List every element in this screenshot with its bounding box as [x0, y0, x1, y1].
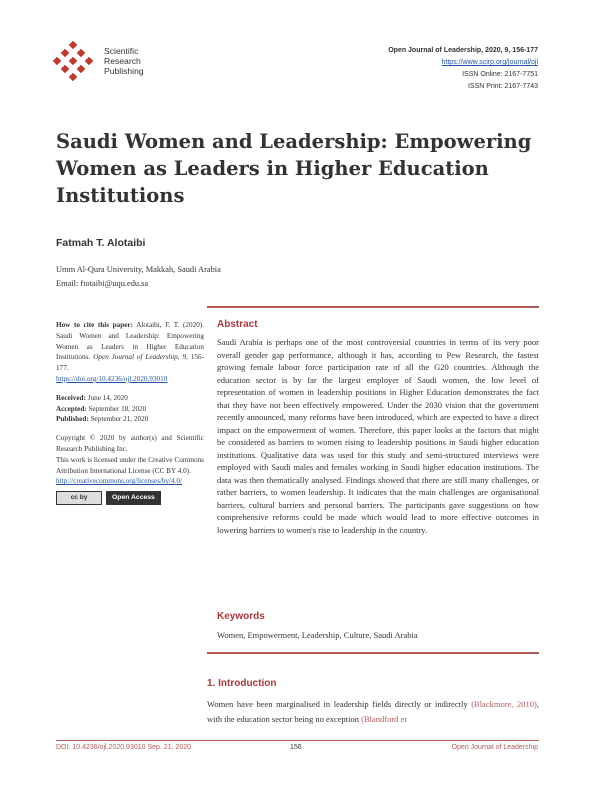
- footer-doi: DOI: 10.4236/ojl.2020.93010 Sep. 21, 2020: [56, 744, 192, 751]
- doi-link[interactable]: https://doi.org/10.4236/ojl.2020.93010: [56, 374, 168, 383]
- journal-url-link[interactable]: https://www.scirp.org/journal/ojl: [441, 59, 538, 66]
- publisher-name: Scientific Research Publishing: [104, 46, 144, 76]
- page-number: 156: [290, 744, 302, 751]
- author-email: Email: ftotaibi@uqu.edu.sa: [56, 278, 149, 288]
- affiliation: Umm Al-Qura University, Makkah, Saudi Arabia: [56, 265, 221, 274]
- issn-online: ISSN Online: 2167-7751: [462, 71, 538, 78]
- journal-header: [388, 45, 538, 93]
- article-info-sidebar: [56, 320, 204, 505]
- keywords-heading: Keywords: [217, 611, 265, 622]
- open-access-label: Open Access: [112, 493, 155, 501]
- license-link[interactable]: http://creativecommons.org/licenses/by/4.0/: [56, 477, 183, 486]
- citation-block: How to cite this paper: Alotaibi, F. T. (2020). Saudi Women and Leadership: Empowering Women as Leaders in Higher Education Institutions. Open Journal of Leadership, 9, 156-177. https://doi.org/10.4236/ojl.2020.93010: [56, 321, 204, 383]
- introduction-heading: 1. Introduction: [207, 678, 277, 689]
- author-affiliation: [56, 263, 221, 290]
- citation-ref[interactable]: (Blandford et: [361, 714, 407, 724]
- footer-journal: Open Journal of Leadership: [451, 744, 538, 751]
- issn-print: ISSN Print: 2167-7743: [467, 83, 538, 90]
- abstract-text: Saudi Arabia is perhaps one of the most controversial countries in terms of its very poor overall gender gap performance, although it has, according to Pew Research, the fastest growing female labour force participation rate of all the G20 countries. Although the education sector is by far the largest employer of Saudi women, the low level of representation of women in leadership positions in Higher Education demonstrates the fact that they have not been effectively empowered. Under the 2030 vision that the government recently announced, many reforms have been introduced, which are expected to have a direct impact on the empowerment of women. Therefore, this paper looks at the factors that might be considered as barriers to women rising to leadership positions in Saudi higher education institutions. Qualitative data was used for this study and semi-structured interviews were employed with Saudi males and females working in Saudi higher education institutions. The data was then thematically analysed. Findings showed that there are still many challenges, or rather barriers, to women leadership. It indicates that the main challenges are organisational barriers, cultural barriers and personal barriers. The participants gave suggestions on how comprehensive reforms could be made which would lead to more effective outcomes in lowering barriers to women's rise to leadership in the country.: [217, 337, 539, 535]
- copyright-block: Copyright © 2020 by author(s) and Scientific Research Publishing Inc. This work is licensed under the Creative Commons Attribution International License (CC BY 4.0). http://creativecommons.org/licenses/by/4.0/ cc by Open Access: [56, 433, 204, 505]
- abstract-heading: Abstract: [217, 319, 258, 330]
- journal-citation: Open Journal of Leadership, 2020, 9, 156-177: [388, 47, 538, 54]
- cc-by-badge-icon[interactable]: cc by: [56, 491, 102, 505]
- introduction-text: Women have been marginalised in leadership fields directly or indirectly (Blackmore, 2010), with the education sector being no exception (Blandford et: [207, 699, 539, 724]
- keywords-text: Women, Empowerment, Leadership, Culture, Saudi Arabia: [217, 630, 418, 640]
- citation-ref[interactable]: (Blackmore, 2010): [471, 699, 537, 709]
- open-access-badge[interactable]: [106, 491, 161, 505]
- section-divider-top: [207, 306, 539, 308]
- author-name: Fatmah T. Alotaibi: [56, 237, 146, 249]
- paper-title: Saudi Women and Leadership: Empowering Women as Leaders in Higher Education Institutions: [56, 130, 532, 207]
- dates-block: Received: June 14, 2020 Accepted: September 18, 2020 Published: September 21, 2020: [56, 393, 149, 424]
- section-divider-bottom: [207, 652, 539, 654]
- footer-divider: [56, 740, 539, 741]
